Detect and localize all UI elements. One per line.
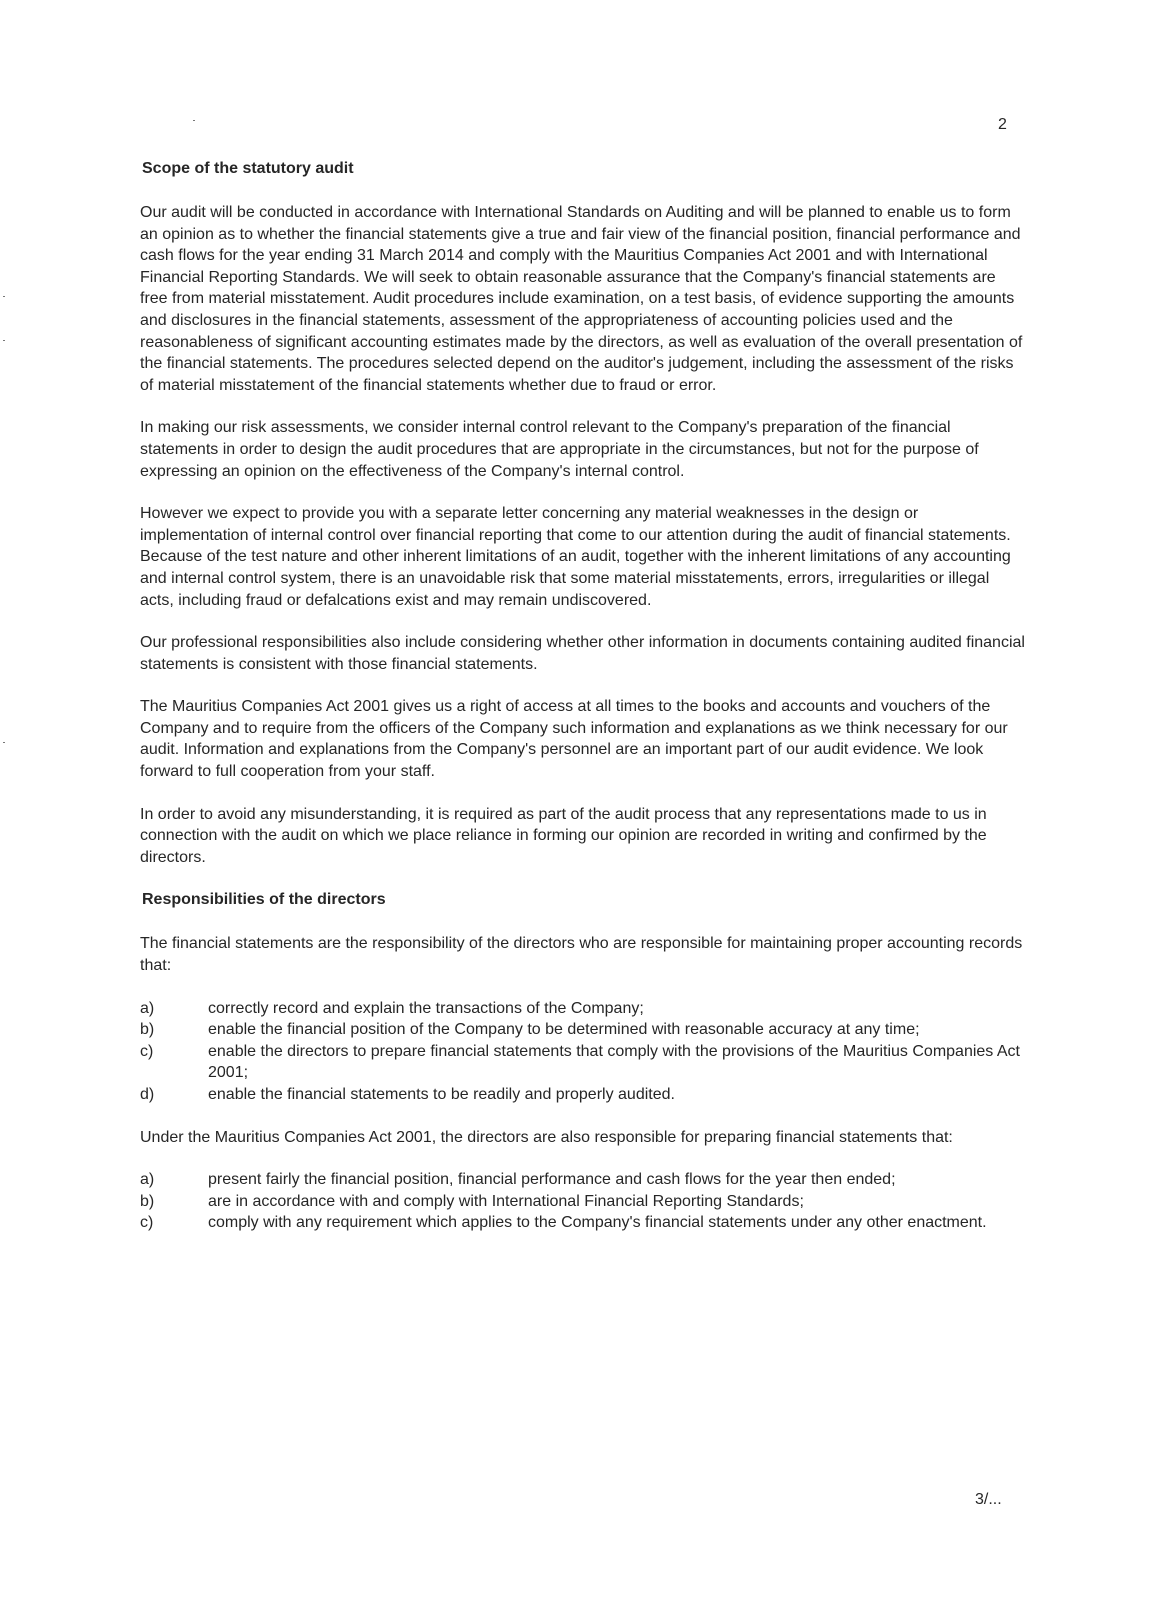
list-text: correctly record and explain the transactions of the Company;: [208, 999, 644, 1017]
paragraph: In order to avoid any misunderstanding, it is required as part of the audit process that any representations made to us in connection with the audit on which we place reliance in forming our opinion are recorded in writing and confirmed by the directors.: [140, 805, 987, 866]
financial-statements-list: [140, 1169, 1025, 1234]
list-letter: d): [140, 1086, 155, 1103]
list-letter: b): [140, 1021, 155, 1039]
list-item: [140, 998, 1025, 1020]
list-letter: b): [140, 1192, 155, 1210]
paragraph: Our audit will be conducted in accordance with International Standards on Auditing and will be planned to enable us to form an opinion as to whether the financial statements give a true and fair view of the financial position, financial performance and cash flows for the year ending 31 March 2014 and comply with the Mauritius Companies Act 2001 and with International Financial Reporting Standards. We will seek to obtain reasonable assurance that the Company's financial statements are free from material misstatement. Audit procedures include examination, on a test basis, of evidence supporting the amounts and disclosures in the financial statements, assessment of the appropriateness of accounting policies used and the reasonableness of significant accounting estimates made by the directors, as well as evaluation of the overall presentation of the financial statements. The procedures selected depend on the auditor's judgement, including the assessment of the risks of material misstatement of the financial statements whether due to fraud or error.: [140, 204, 1023, 394]
accounting-records-list: [140, 998, 1025, 1106]
scan-speck: [3, 340, 5, 341]
paragraph: However we expect to provide you with a separate letter concerning any material weaknesses in the design or implementation of internal control over financial reporting that come to our attention during the audit of financial statements. Because of the test nature and other inherent limitations of an audit, together with the inherent limitations of any accounting and internal control system, there is an unavoidable risk that some material misstatements, errors, irregularities or illegal acts, including fraud or defalcations exist and may remain undiscovered.: [140, 505, 1011, 609]
scan-speck: [193, 120, 195, 121]
list-letter: a): [140, 1171, 155, 1189]
paragraph: Our professional responsibilities also include considering whether other information in documents containing audited financial statements is consistent with those financial statements.: [140, 634, 1025, 673]
paragraph: The financial statements are the responsibility of the directors who are responsible for maintaining proper accounting records that:: [140, 935, 1023, 975]
paragraph: Under the Mauritius Companies Act 2001, the directors are also responsible for preparing financial statements that:: [140, 1128, 953, 1146]
list-letter: c): [140, 1042, 154, 1060]
list-text: present fairly the financial position, financial performance and cash flows for the year then ended;: [208, 1171, 896, 1189]
letter-body: [140, 158, 1025, 1255]
list-letter: c): [140, 1214, 154, 1232]
list-letter: a): [140, 999, 155, 1017]
paragraph: In making our risk assessments, we consider internal control relevant to the Company's preparation of the financial statements in order to design the audit procedures that are appropriate in the circumstances, but not for the purpose of expressing an opinion on the effectiveness of the Company's internal control.: [140, 419, 979, 480]
section-heading-directors: Responsibilities of the directors: [142, 891, 386, 909]
list-item: [140, 1191, 1025, 1213]
paragraph: The Mauritius Companies Act 2001 gives us a right of access at all times to the books and accounts and vouchers of the Company and to require from the officers of the Company such information and explanations as we think necessary for our audit. Information and explanations from the Company's personnel are an important part of our audit evidence. We look forward to full cooperation from your staff.: [140, 698, 1008, 781]
list-item: [140, 1041, 1025, 1084]
list-item: [140, 1212, 1025, 1234]
list-item: [140, 1019, 1025, 1041]
list-text: enable the financial position of the Company to be determined with reasonable accuracy at any time;: [208, 1021, 920, 1039]
scan-speck: [3, 742, 5, 743]
section-heading-scope: Scope of the statutory audit: [142, 160, 354, 177]
list-text: are in accordance with and comply with International Financial Reporting Standards;: [208, 1192, 804, 1210]
list-item: [140, 1169, 1025, 1191]
continuation-marker: 3/...: [975, 1491, 1002, 1508]
list-text: enable the directors to prepare financial statements that comply with the provisions of the Mauritius Companies Act 2001;: [208, 1042, 1020, 1082]
list-text: enable the financial statements to be readily and properly audited.: [208, 1086, 675, 1103]
list-item: [140, 1084, 1025, 1106]
scan-speck: [3, 296, 5, 297]
list-text: comply with any requirement which applies to the Company's financial statements under any other enactment.: [208, 1214, 987, 1232]
page-number: 2: [998, 116, 1007, 133]
